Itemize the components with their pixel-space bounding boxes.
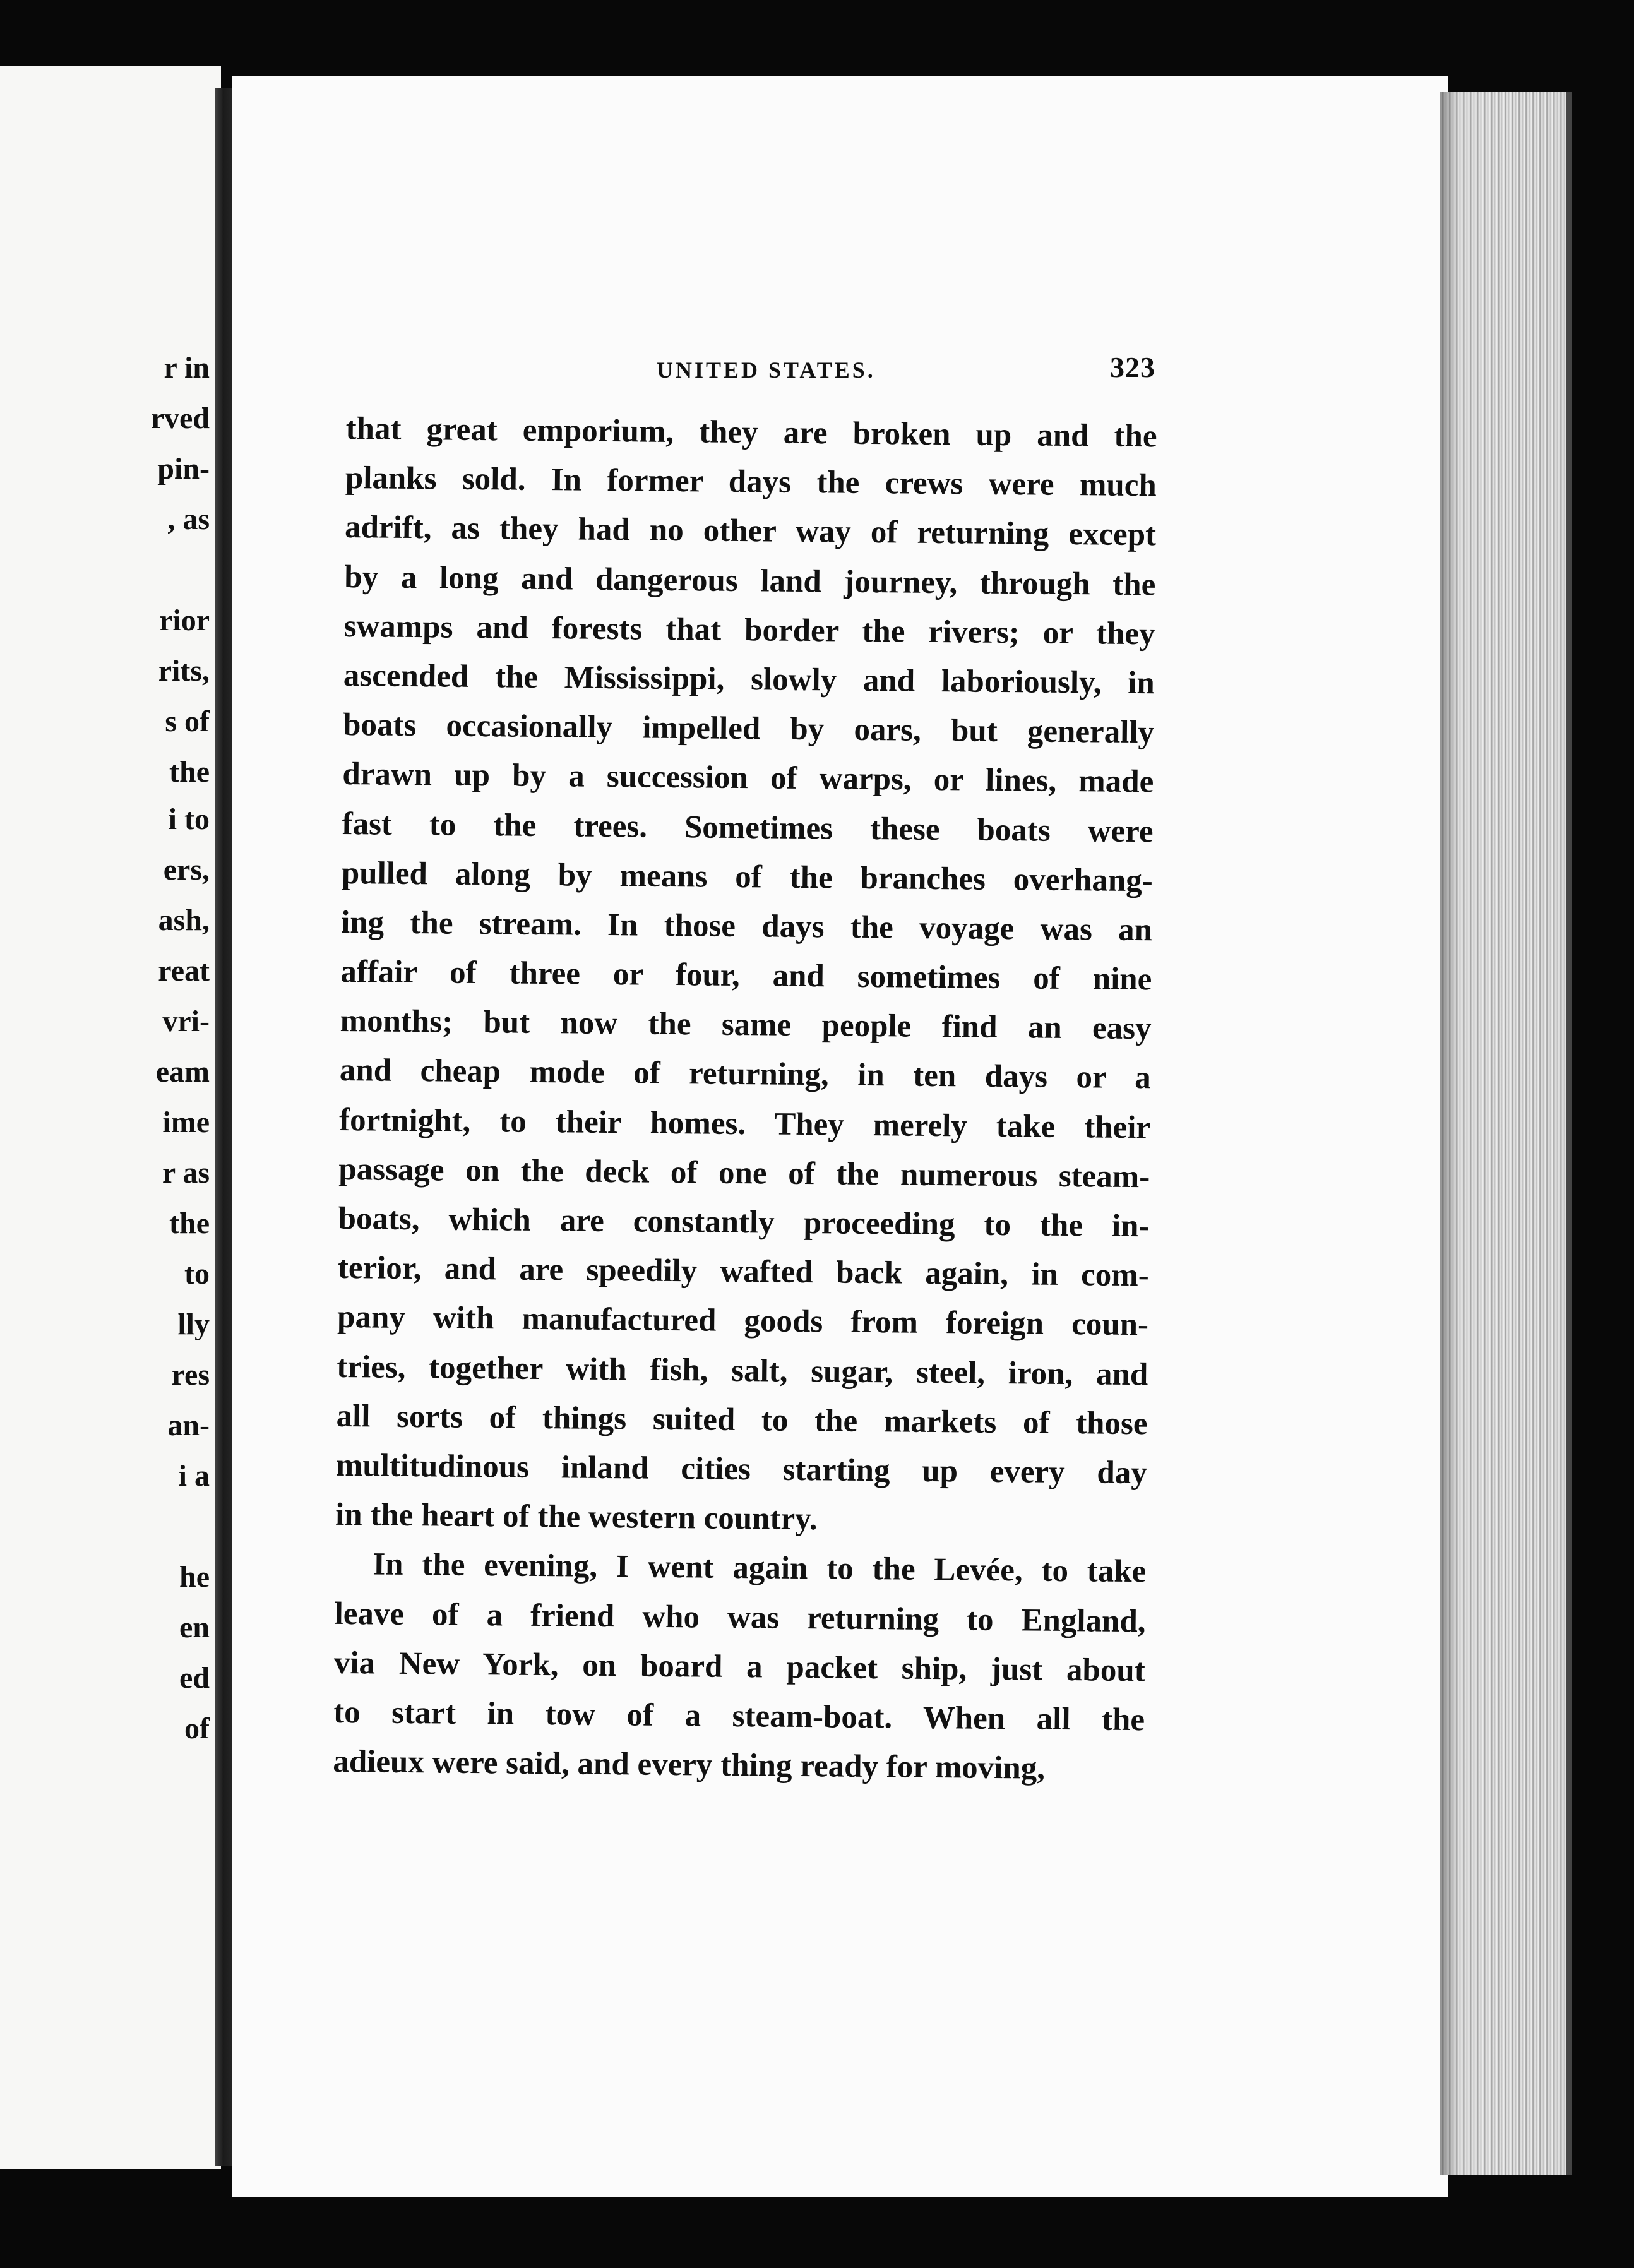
text-line: in the heart of the western country. [335,1497,818,1537]
left-page-fragment: ime [162,1106,210,1139]
text-line: fortnight, to their homes. They merely take their [338,1102,1151,1145]
left-page-fragment: i a [178,1459,210,1493]
left-page-fragment: ers, [163,853,210,886]
text-line: fast to the trees. Sometimes these boats were [342,806,1154,849]
text-line: drawn up by a succession of warps, or lines, made [342,756,1154,800]
page-edges [1440,92,1572,2175]
left-page-fragment: an- [167,1409,210,1442]
text-line: all sorts of things suited to the markets of those [336,1398,1148,1442]
left-page-fragment: s of [165,705,210,738]
left-page-fragment: lly [177,1308,210,1341]
text-line: passage on the deck of one of the numerous steam- [338,1151,1150,1195]
page-edges-shadow [1440,92,1458,2175]
text-line: months; but now the same people find an easy [340,1003,1152,1047]
body-text [333,404,1157,1794]
left-page-fragment: the [169,755,210,789]
text-line: planks sold. In former days the crews were much [345,460,1157,504]
text-line: multitudinous inland cities starting up every day [335,1447,1148,1491]
left-page-fragment: r as [162,1156,210,1190]
text-line: pulled along by means of the branches overhang- [341,855,1154,898]
left-page-fragment: he [179,1560,210,1594]
text-line: that great emporium, they are broken up and the [345,410,1157,455]
left-page-fragment: eam [155,1055,210,1089]
text-line: and cheap mode of returning, in ten days or a [339,1053,1152,1096]
text-line: terior, and are speedily wafted back again, in com- [337,1250,1150,1294]
left-page-fragment: en [179,1611,210,1644]
text-line: boats, which are constantly proceeding to the in- [338,1200,1150,1244]
left-page-fragment: of [184,1712,210,1745]
left-page-fragment: pin- [157,452,210,486]
left-page-fragment: reat [158,954,210,988]
left-page-fragment: the [169,1207,210,1240]
left-page-fragment: res [171,1358,210,1392]
left-page-fragment: rved [150,402,210,435]
text-line: pany with manufactured goods from foreign coun- [337,1299,1149,1343]
left-page-fragment: ash, [158,904,210,937]
page-header [657,350,1155,395]
text-line: tries, together with fish, salt, sugar, steel, iron, and [337,1349,1148,1392]
text-line: boats occasionally impelled by oars, but generally [342,707,1155,751]
running-head: UNITED STATES. [657,357,876,383]
facing-page-left [0,66,221,2169]
text-line: by a long and dangerous land journey, through the [344,559,1156,602]
page-number: 323 [1110,351,1155,383]
text-line: In the evening, I went again to the Levée, to take [373,1546,1147,1590]
text-line: leave of a friend who was returning to England, [334,1596,1146,1639]
text-line: to start in tow of a steam-boat. When all the [333,1694,1145,1738]
text-line: affair of three or four, and sometimes of nine [340,954,1152,998]
left-page-fragment: r in [164,351,210,385]
left-page-fragment: rior [159,604,210,637]
text-line: swamps and forests that border the rivers; or they [343,608,1155,652]
text-line: adrift, as they had no other way of returning except [344,510,1157,553]
left-page-fragment: to [184,1257,210,1291]
left-page-fragment: vri- [162,1005,210,1038]
text-line: adieux were said, and every thing ready for moving, [333,1743,1046,1786]
left-page-fragment: i to [168,803,210,836]
text-line: ascended the Mississippi, slowly and laboriously, in [343,657,1155,701]
left-page-fragment: , as [167,503,210,536]
left-page-fragment: rits, [158,654,210,688]
left-page-fragment: ed [179,1661,210,1695]
text-line: ing the stream. In those days the voyage was an [340,904,1153,948]
text-line: via New York, on board a packet ship, just about [333,1645,1146,1688]
